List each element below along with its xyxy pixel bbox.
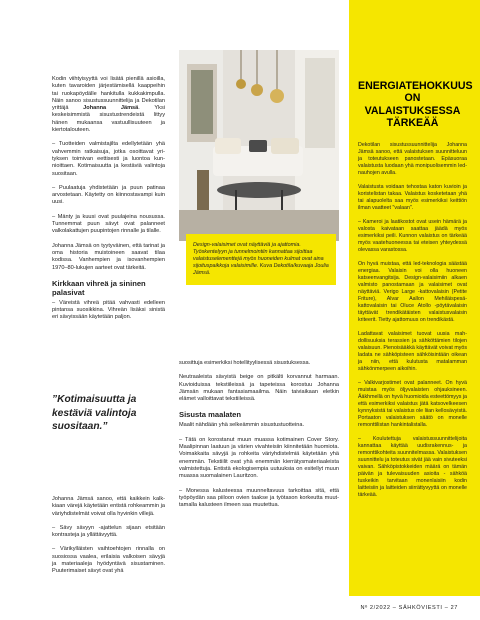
- paragraph: – Tätä on korostanut muun muassa kotimainen Cover Story. Maalipinnan laatuun ja värien vivahteisiin kiinnitetään huomiota. Voimakkaita sävyjä ja rohkeita väriyhdistelmiä käytetään yhä enemmän. Tekstiilit ovat yhä enemmän kierrätysmateriaaleista valmistettuja. Entistä ekologisempia uutuuksia on esitellyt muun muassa suomalainen Lauritzon.: [179, 436, 339, 480]
- page-footer: Nº 2/2022 – SÄHKÖVIESTI – 27: [360, 605, 458, 611]
- sidebar-paragraph: On hyvä muistaa, että led-teknologia säästää energiaa. Valaisin voi olla huoneen katseenvangitsija. Design-valaisimiin alkaen valmisto panostamaan ja valaisimet ovat näyttäviä. Verigo Large -kattovalaisin (Petite Friture), Alvar Aallon Mehiläispesä-kattovalaisin tai Oluce Atollo -pöytävalaisin täyttävät trendikätäisten valaistusvalaisin kriteerit. Tietty ajattomuus on trendikästä.: [358, 260, 467, 323]
- paragraph: – Mänty ja kuusi ovat puulajeina nousussa. Tunnemmat puun sävyt ovat palanneet valkolakattujen puupintojen rinnalle ja tilalle.: [52, 213, 165, 235]
- paragraph: – Monessa kalusteessa muunneltavuus tarkoittaa sitä, että työpöydän saa piiloon ovien taakse ja työtason korkeutta muuttamalla kalusteen ilmeen saa muutettua.: [179, 487, 339, 509]
- sidebar-paragraph: – Valkivarjostimet ovat palanneet. On hyvä muistaa myös öljyvalaisten ohjauksineen. Ääkhmellä on hyvä huomioida esteettömyys ja että esimerkiksi valaistus jätä katsovelkeesen kynnyksistä tai valaistus ole liian kellosävyistä. Portaaton valaistuksen säätö on monelle remonttilistan hankintalistalla.: [358, 379, 467, 428]
- person-name: Johanna Jämsä: [83, 105, 139, 112]
- paragraph: Johanna Jämsä sanoo, että kaikkein kalkkiaan värejä käytetään entistä rohkeammin ja väriyhdistelmät voivat olla hyvinkin villejä.: [52, 496, 165, 517]
- energy-sidebar: [349, 0, 480, 596]
- paragraph: Johanna Jämsä on tyytyväinen, että tarinat ja oma historia muistoineen saavat tilaa kodissa. Vanhempien ja isovanhempien 1970–80-lukujen aarteet ovat tärkeitä.: [52, 242, 165, 271]
- section-heading: Sisusta maalaten: [179, 410, 242, 420]
- paragraph-text: . Yksi keskeisimmistä sisustustrendeistä littyy hänen mukaansa vastuullisuuteen ja kiertotalouteen.: [52, 105, 165, 134]
- paragraph: – Sävy sävyyn -ajattelun sijaan etsitään kontrasteja ja yllättävyyttä.: [52, 524, 165, 539]
- paragraph: – Puulaatuja yhdistetään ja puun patinaa arvostetaan. Käytetty on kiinnostavampi kuin uusi.: [52, 184, 165, 206]
- paragraph: Maalit nähdään yhä selkeämmin sisustustuotteina.: [179, 422, 304, 429]
- photo-caption: Design-valaisimet ovat näyttäviä ja ajattomia. Työskentelyyn ja tunnelmointiin kannattaa sijoittaa valaistuselementtejä myös huoneiden kulmat ovat aina sijoituspaikkoja valaisimille. Kuva Dekotila/kuvaaja Joulia Jämsä.: [186, 234, 336, 285]
- article-column-1-bottom: [52, 496, 165, 583]
- sidebar-paragraph: – Koulutettuja valaistussuunnittelijoita kannattaa käyttää uudisrakennus- ja remonttikohteita suunnitelmassa. Valaistuksen suunnittelu ja toteutus sivät jää vain sivuteeksi vaivan. Sähköpistokkeiden määrä on tämän päivän ja tulevaisuuden asioita - sähköä tuskeikin tarvitaan monenlaisiin kodin laitteisiin ja laitteiden siirrättyvyyttä on monelle tärkeää.: [358, 435, 467, 498]
- sidebar-title: ENERGIATEHOKKUUS ON VALAISTUKSESSA TÄRKEÄÄ: [358, 80, 473, 130]
- paragraph: [52, 76, 165, 134]
- interior-photo: [179, 50, 339, 241]
- paragraph: – Väreistä vihreä pitää vahvasti edelleen pintansa suosikkina. Vihreän lisäksi sinistä eri sävyissään käytetään paljon.: [52, 299, 165, 321]
- paragraph: suosittuja esimerkiksi hotellityylisessä sisustuksessa.: [179, 360, 311, 366]
- paragraph: Neutraaleista sävyistä beige on pitkälti korvannut harmaan. Kuvioiduissa tekstiileissä ja tapeteissa korostuu Johanna Jämsän mukaan fantasiamaailma. Näin taiviaikaan eletkin elämet valloittavat tekstiileissä.: [179, 374, 339, 403]
- article-column-2: [179, 360, 339, 516]
- paragraph-text: Kodin viihtyisyyttä voi lisätä pienillä asioilla, kuten tavaroiden järjestämisellä kaappeihin tai ruokapöydälle hankitulla kukkakimpulla. Näin sanoo sisustussuunnittelija ja Dekotilan yrittäjä: [52, 76, 165, 112]
- section-heading: Kirkkaan vihreä ja sininen palasivat: [52, 278, 146, 297]
- article-column-1: [52, 76, 165, 329]
- pull-quote: ”Kotimaisuutta ja kestäviä valintoja suositaan.”: [52, 394, 137, 432]
- sidebar-paragraph: Valaistusta voidaan tehostaa katon kuvioin ja koristelistan takaa. Valaistus kosketetaan yhä tai alapuolelta saa myös esimerkiksi keittiön ilman vaatteet "valaan".: [358, 183, 467, 211]
- sidebar-paragraph: – Kameroi ja laatikostot ovat usein hämärä ja valosta kaivataan saattaa jäädä myös esimerkiksi peili. Kunnon valaistus on tärkeää myös vaatehuoneessa tai eteisen yhteydessä olevassa varastossa.: [358, 218, 467, 253]
- sidebar-paragraph: Ladattavat valaisimet tuovat uusia mahdollisuuksia terassien ja sähköttämien tilojen valaisuun. Pienoisääkkä käyttävät voivat myös ladata ne sähköpisteen sähköisintään oikean ja niin, että kulutusta matalamman sähkönmerpeen aikoihin.: [358, 330, 467, 372]
- paragraph: – Tuotteiden valmistajilta edellytetään yhä vahvemmin ratkaisuja, jotka osoittavat yrityksen toimivan eettisesti ja luontoa kunnioittaen. Kotimaisuutta ja kestäviä valintoja suositaan.: [52, 141, 165, 177]
- living-room-illustration: [179, 50, 339, 241]
- sidebar-paragraph: Dekotilan sisustussuunnittelija Johanna Jämsä sanoo, että valaistuksen suunnitteluun ja toteutukseen panostetaan. Epäsuoraa valaistusta luodaan yhä monipuolisemmin led-nauhojen avulla.: [358, 141, 467, 176]
- paragraph: – Värikylläisten vaihtoehtojen rinnalla on suosiossa vaalea, erilaisia valkoisen sävyjä ja materiaaleja hyödyntävä sisustaminen. Puuterimaiset sävyt ovat yhä: [52, 546, 165, 575]
